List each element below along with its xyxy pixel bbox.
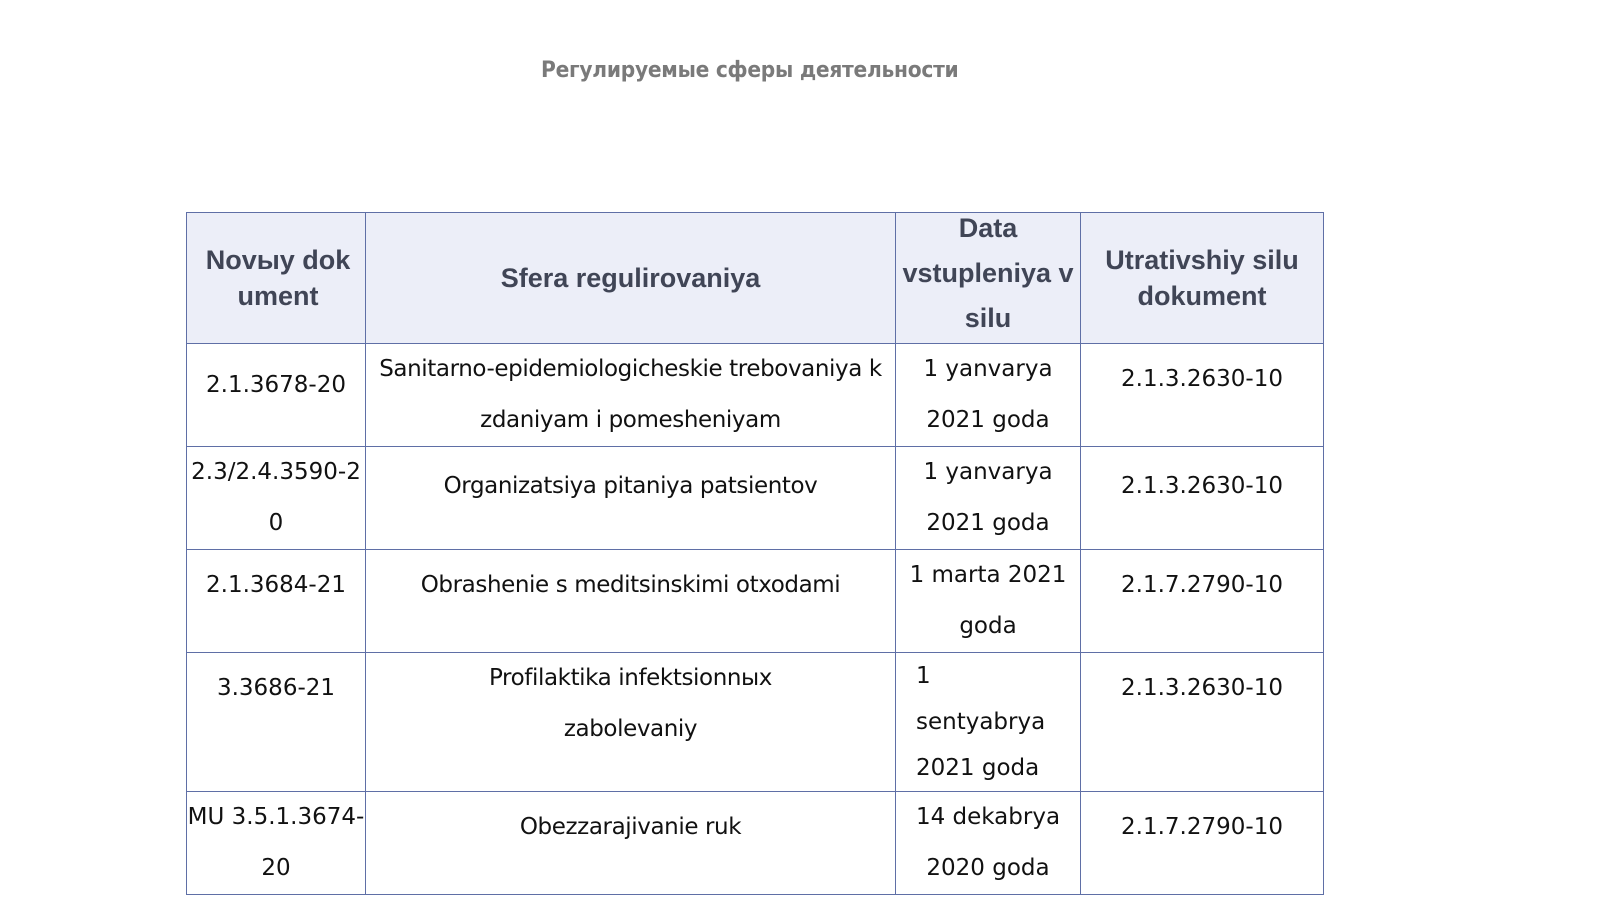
cell-new-document: 2.1.3684-21 <box>187 550 366 653</box>
cell-effective-date: 1 sentyabrya 2021 goda <box>896 653 1081 792</box>
cell-sphere: Obrashenie s meditsinskimi otxodami <box>366 550 896 653</box>
table-row <box>187 792 1324 895</box>
cell-old-document: 2.1.3.2630-10 <box>1081 344 1324 447</box>
header-effective-date: Data vstupleniya v silu <box>896 213 1081 344</box>
cell-old-document: 2.1.7.2790-10 <box>1081 792 1324 895</box>
table-row <box>187 344 1324 447</box>
cell-sphere: Sanitarno-epidemiologicheskie trebovaniya k zdaniyam i pomesheniyam <box>366 344 896 447</box>
slide-title: Регулируемые сферы деятельности <box>541 58 959 83</box>
header-new-document: Novыy dokument <box>187 213 366 344</box>
cell-sphere: Organizatsiya pitaniya patsientov <box>366 447 896 550</box>
cell-effective-date: 1 marta 2021 goda <box>896 550 1081 653</box>
header-sphere: Sfera regulirovaniya <box>366 213 896 344</box>
cell-old-document: 2.1.3.2630-10 <box>1081 653 1324 792</box>
cell-new-document: 2.1.3678-20 <box>187 344 366 447</box>
cell-effective-date: 1 yanvarya 2021 goda <box>896 344 1081 447</box>
header-old-document: Utrativshiy silu dokument <box>1081 213 1324 344</box>
table-header-row <box>187 213 1324 344</box>
table-row <box>187 447 1324 550</box>
cell-sphere: Obezzarajivanie ruk <box>366 792 896 895</box>
cell-new-document: MU 3.5.1.3674-20 <box>187 792 366 895</box>
cell-new-document: 2.3/2.4.3590-20 <box>187 447 366 550</box>
cell-new-document: 3.3686-21 <box>187 653 366 792</box>
table-row <box>187 550 1324 653</box>
cell-effective-date: 1 yanvarya 2021 goda <box>896 447 1081 550</box>
cell-effective-date: 14 dekabrya 2020 goda <box>896 792 1081 895</box>
cell-old-document: 2.1.7.2790-10 <box>1081 550 1324 653</box>
cell-sphere: Profilaktika infektsionnыx zabolevaniy <box>366 653 896 792</box>
cell-old-document: 2.1.3.2630-10 <box>1081 447 1324 550</box>
table-row <box>187 653 1324 792</box>
regulations-table <box>186 212 1324 895</box>
